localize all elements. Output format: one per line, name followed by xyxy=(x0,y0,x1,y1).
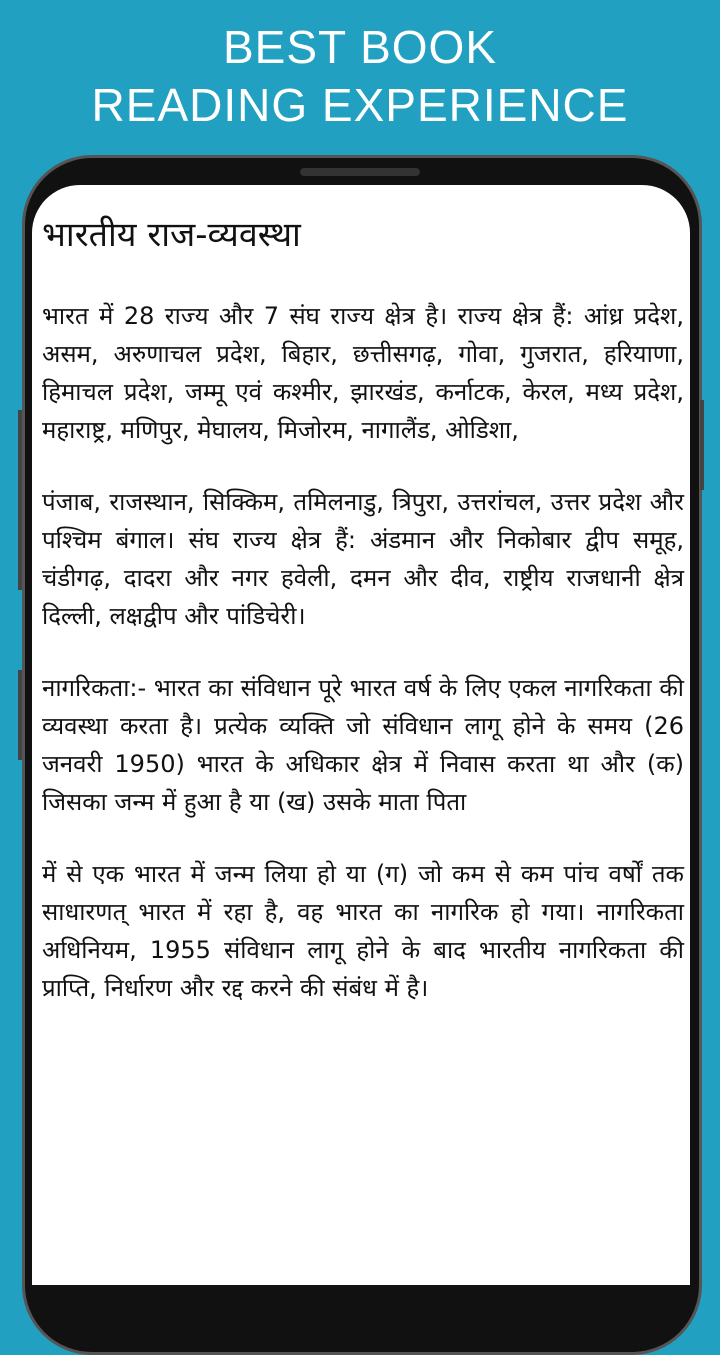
promo-line-1: BEST BOOK xyxy=(222,21,498,73)
chapter-title: भारतीय राज-व्यवस्था xyxy=(42,215,301,255)
phone-power-button xyxy=(700,400,704,490)
phone-speaker xyxy=(300,168,420,176)
paragraph: भारत में 28 राज्य और 7 संघ राज्य क्षेत्र है। राज्य क्षेत्र हैं: आंध्र प्रदेश, असम, अरुणाचल प्रदेश, बिहार, छत्तीसगढ़, गोवा, गुजरात, हरियाणा, हिमाचल प्रदेश, जम्मू एवं कश्मीर, झारखंड, कर्नाटक, केरल, मध्य प्रदेश, महाराष्ट्र, मणिपुर, मेघालय, मिजोरम, नागालैंड, ओडिशा, xyxy=(42,302,684,444)
paragraph: पंजाब, राजस्थान, सिक्किम, तमिलनाडु, त्रिपुरा, उत्तरांचल, उत्तर प्रदेश और पश्चिम बंगाल। संघ राज्य क्षेत्र हैं: अंडमान और निकोबार द्वीप समूह, चंडीगढ़, दादरा और नगर हवेली, दमन और दीव, राष्ट्रीय राजधानी क्षेत्र दिल्ली, लक्षद्वीप और पांडिचेरी। xyxy=(42,488,684,630)
promo-headline xyxy=(0,18,720,134)
paragraph: नागरिकता:- भारत का संविधान पूरे भारत वर्ष के लिए एकल नागरिकता की व्यवस्था करता है। प्रत्येक व्यक्ति जो संविधान लागू होने के समय (26 जनवरी 1950) भारत के अधिकार क्षेत्र में निवास करता था और (क) जिसका जन्म में हुआ है या (ख) उसके माता पिता xyxy=(42,674,684,816)
chapter-content[interactable] xyxy=(42,297,684,1041)
paragraph: में से एक भारत में जन्म लिया हो या (ग) जो कम से कम पांच वर्षों तक साधारणत् भारत में रहा है, वह भारत का नागरिक हो गया। नागरिकता अधिनियम, 1955 संविधान लागू होने के बाद भारतीय नागरिकता की प्राप्ति, निर्धारण और रद्द करने की संबंध में है। xyxy=(42,860,684,1002)
reader-screen[interactable] xyxy=(32,185,690,1285)
promo-line-2: READING EXPERIENCE xyxy=(91,79,629,131)
phone-side-button xyxy=(18,410,22,590)
phone-side-button xyxy=(18,670,22,760)
